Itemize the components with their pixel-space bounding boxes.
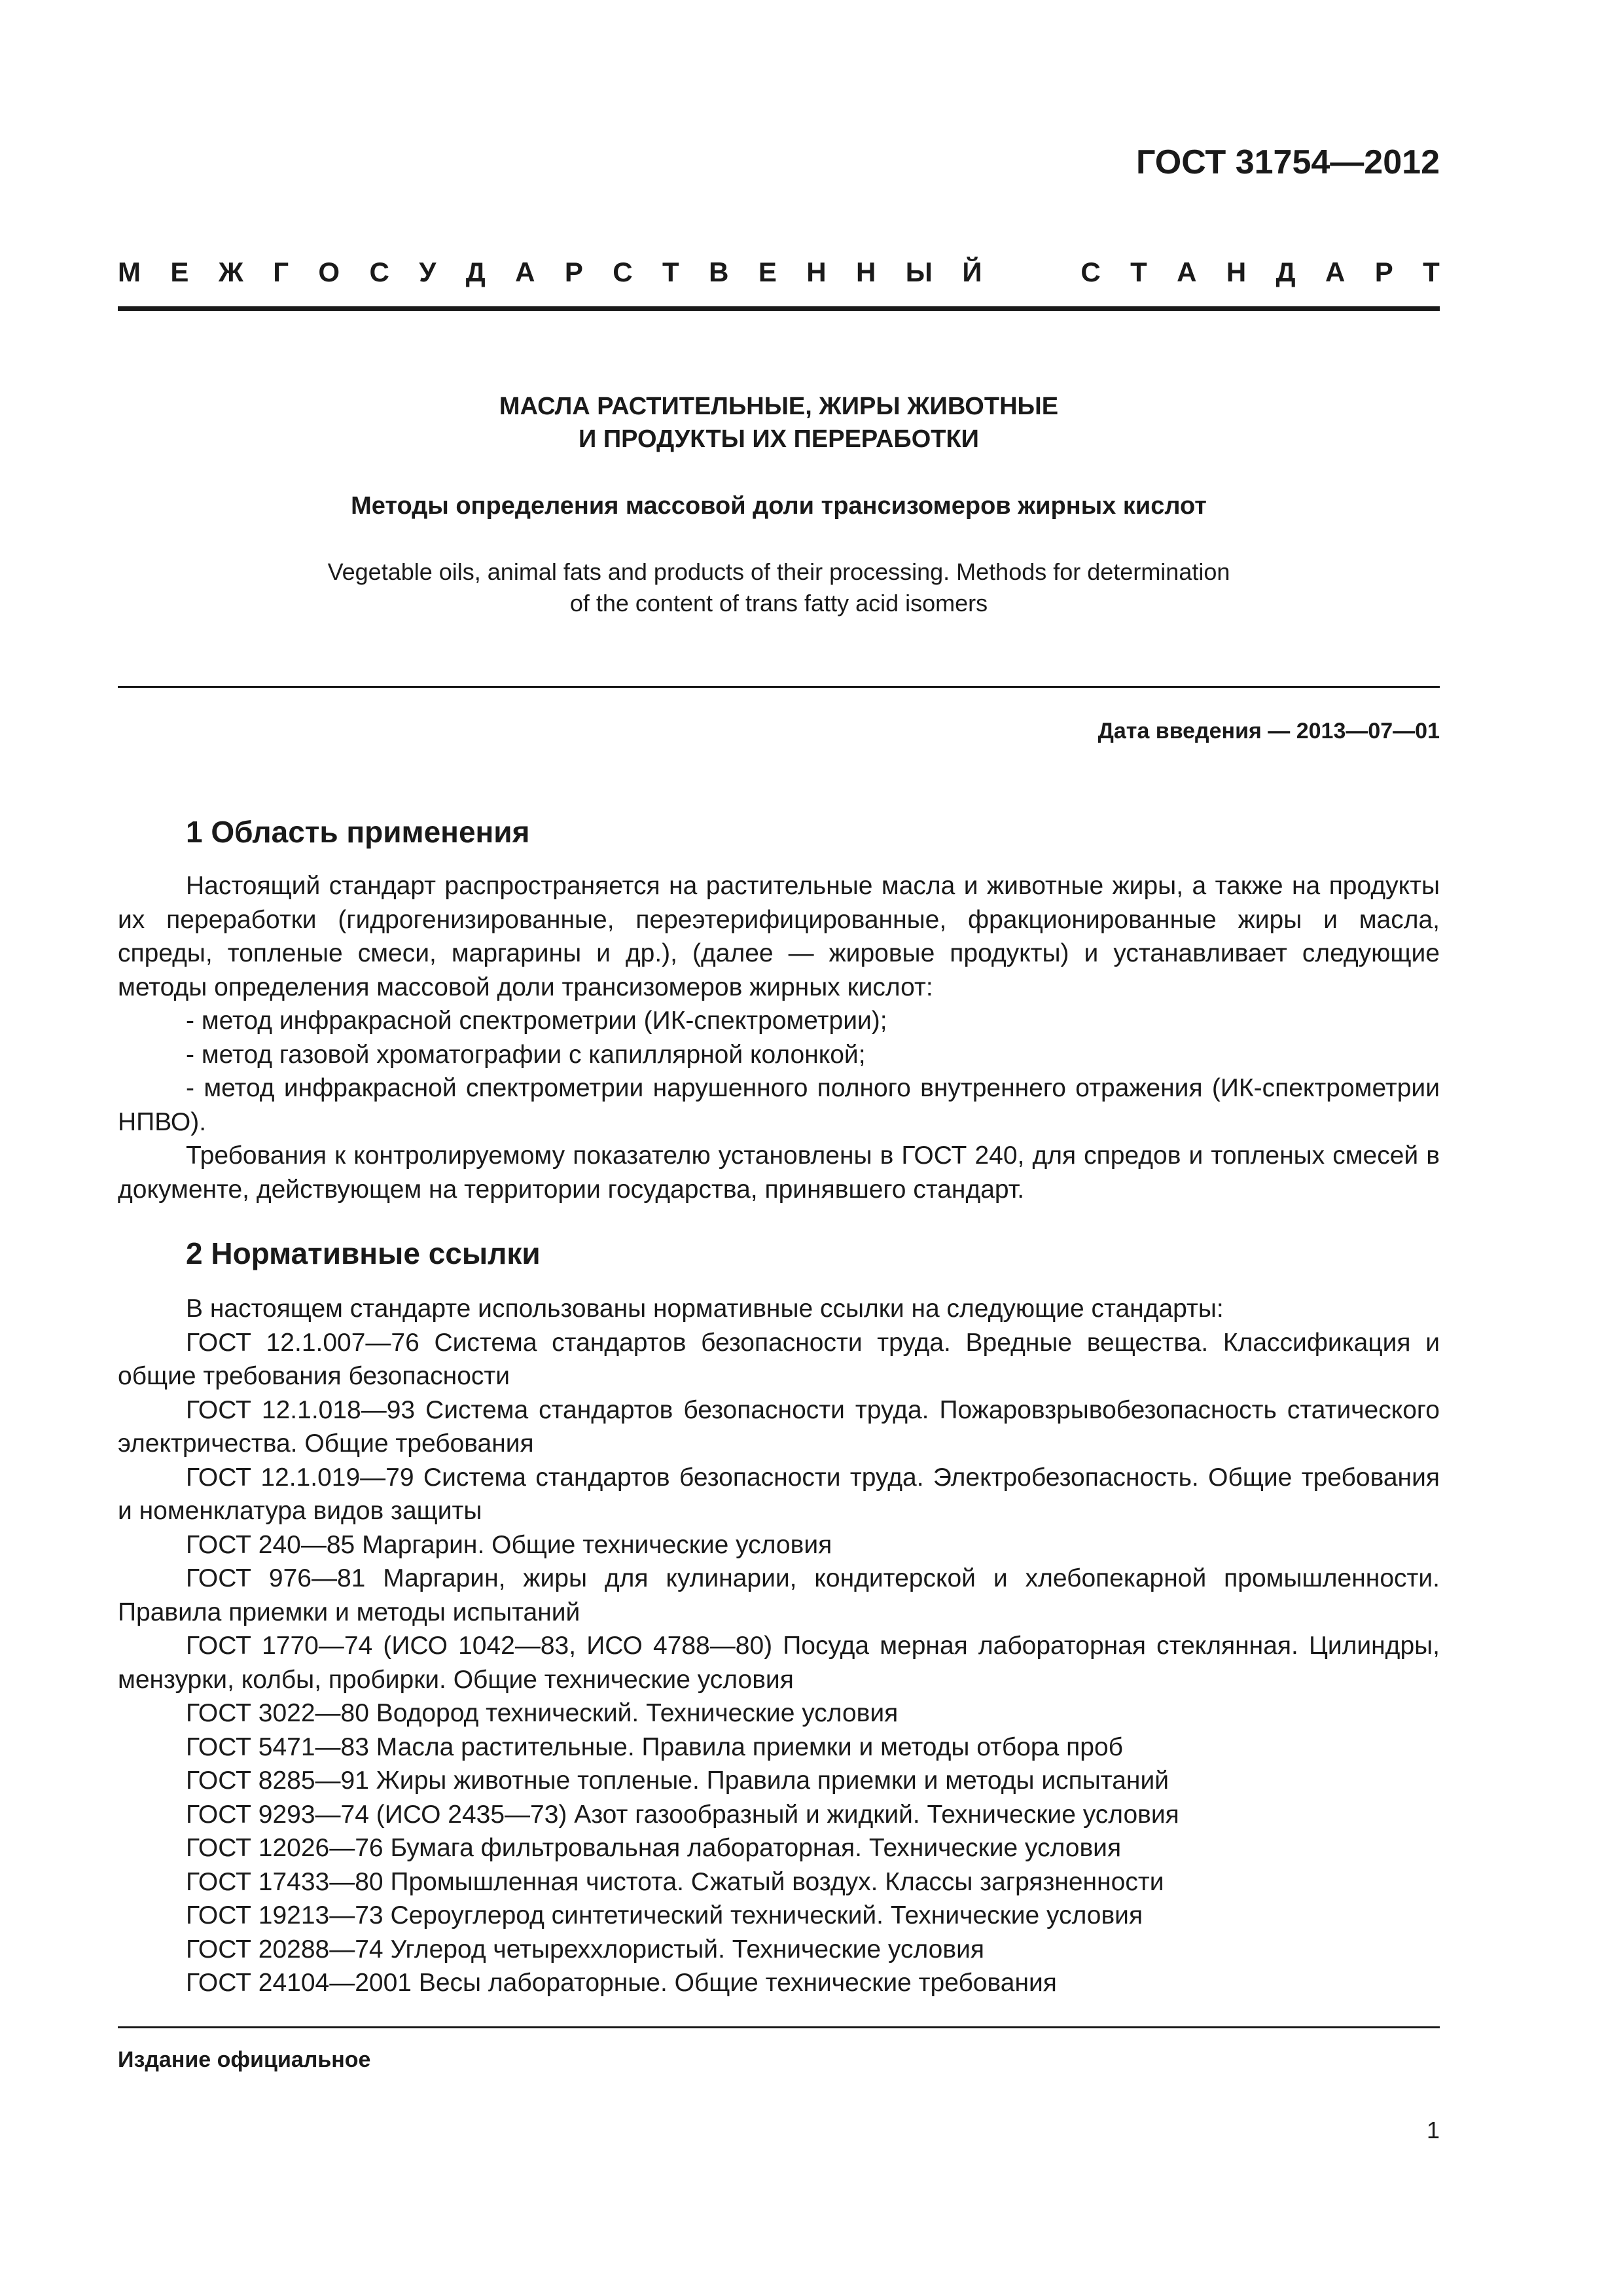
interstate-standard-banner — [118, 257, 1440, 288]
reference-item: ГОСТ 8285—91 Жиры животные топленые. Правила приемки и методы испытаний — [186, 1767, 1169, 1795]
banner-letter: В — [709, 257, 729, 287]
banner-letter: Т — [662, 257, 679, 287]
paragraph: Настоящий стандарт распространяется на растительные масла и животные жиры, а также на продукты их переработки (гидрогенизированные, переэтерифицированные, фракционированные жиры и масла, спреды, топленые смеси, маргарины и др.), (далее — жировые продукты) и устанавливает следующие методы определения массовой доли трансизомеров жирных кислот: — [118, 872, 1440, 1001]
page-number: 1 — [1426, 2117, 1440, 2144]
banner-letter: Ы — [905, 257, 933, 287]
banner-letter: Ж — [218, 257, 243, 287]
banner-letter: Н — [856, 257, 876, 287]
banner-letter: М — [118, 257, 141, 287]
official-edition-label: Издание официальное — [118, 2047, 371, 2072]
section-2-heading: 2 Нормативные ссылки — [186, 1236, 541, 1270]
english-title — [118, 556, 1440, 619]
banner-letter: Р — [564, 257, 583, 287]
banner-letter: Д — [465, 257, 486, 287]
section-1-body — [118, 869, 1440, 1206]
reference-item: ГОСТ 976—81 Маргарин, жиры для кулинарии, кондитерской и хлебопекарной промышленности. Правила приемки и методы испытаний — [118, 1564, 1440, 1626]
banner-letter: Й — [962, 257, 982, 287]
banner-letter: О — [318, 257, 340, 287]
banner-letter: У — [419, 257, 437, 287]
reference-item: ГОСТ 12.1.007—76 Система стандартов безопасности труда. Вредные вещества. Классификация и общие требования безопасности — [118, 1328, 1440, 1390]
banner-letter: А — [1325, 257, 1346, 287]
footer-rule — [118, 2026, 1440, 2028]
paragraph: - метод инфракрасной спектрометрии нарушенного полного внутреннего отражения (ИК-спектрометрии НПВО). — [118, 1074, 1440, 1136]
banner-letter: Т — [1423, 257, 1440, 287]
document-subtitle: Методы определения массовой доли трансизомеров жирных кислот — [351, 492, 1207, 520]
paragraph: - метод газовой хроматографии с капиллярной колонкой; — [186, 1040, 866, 1069]
banner-word-gap — [1012, 257, 1051, 288]
reference-item: ГОСТ 24104—2001 Весы лабораторные. Общие технические требования — [186, 1969, 1057, 1997]
banner-letter: Н — [1226, 257, 1247, 287]
reference-item: ГОСТ 240—85 Маргарин. Общие технические условия — [186, 1530, 832, 1559]
english-title-line-2: of the content of trans fatty acid isomers — [569, 590, 988, 617]
introduction-date: Дата введения — 2013—07—01 — [1097, 719, 1440, 744]
reference-item: ГОСТ 5471—83 Масла растительные. Правила приемки и методы отбора проб — [186, 1732, 1123, 1761]
banner-letter: Т — [1130, 257, 1147, 287]
document-title — [118, 390, 1440, 456]
section-1-heading: 1 Область применения — [186, 815, 530, 849]
banner-letter: С — [613, 257, 633, 287]
title-line-1: МАСЛА РАСТИТЕЛЬНЫЕ, ЖИРЫ ЖИВОТНЫЕ — [499, 393, 1059, 420]
reference-item: ГОСТ 9293—74 (ИСО 2435—73) Азот газообразный и жидкий. Технические условия — [186, 1800, 1179, 1829]
banner-letter: С — [369, 257, 389, 287]
paragraph: Требования к контролируемому показателю установлены в ГОСТ 240, для спредов и топленых смесей в документе, действующем на территории государства, принявшего стандарт. — [118, 1141, 1440, 1204]
paragraph: - метод инфракрасной спектрометрии (ИК-спектрометрии); — [186, 1007, 887, 1035]
banner-letter: А — [515, 257, 535, 287]
reference-item: ГОСТ 19213—73 Сероуглерод синтетический технический. Технические условия — [186, 1901, 1143, 1929]
document-number: ГОСТ 31754—2012 — [1136, 143, 1440, 181]
banner-letter: Е — [758, 257, 777, 287]
banner-letter: А — [1177, 257, 1197, 287]
banner-letter: Р — [1374, 257, 1393, 287]
header-rule — [118, 306, 1440, 311]
banner-letter: Г — [273, 257, 289, 287]
reference-item: ГОСТ 12.1.019—79 Система стандартов безопасности труда. Электробезопасность. Общие требования и номенклатура видов защиты — [118, 1463, 1440, 1525]
banner-letter: Д — [1275, 257, 1296, 287]
banner-letter: С — [1080, 257, 1101, 287]
reference-item: ГОСТ 1770—74 (ИСО 1042—83, ИСО 4788—80) Посуда мерная лабораторная стеклянная. Цилиндры, мензурки, колбы, пробирки. Общие технические условия — [118, 1632, 1440, 1694]
banner-letter: Н — [806, 257, 827, 287]
reference-item: ГОСТ 17433—80 Промышленная чистота. Сжатый воздух. Классы загрязненности — [186, 1867, 1164, 1896]
reference-item: ГОСТ 3022—80 Водород технический. Технические условия — [186, 1699, 899, 1727]
section-2-body — [118, 1292, 1440, 2000]
english-title-line-1: Vegetable oils, animal fats and products of their processing. Methods for determination — [327, 558, 1230, 585]
reference-item: ГОСТ 20288—74 Углерод четыреххлористый. Технические условия — [186, 1935, 984, 1964]
title-rule — [118, 686, 1440, 688]
paragraph: В настоящем стандарте использованы нормативные ссылки на следующие стандарты: — [186, 1295, 1224, 1323]
reference-item: ГОСТ 12026—76 Бумага фильтровальная лабораторная. Технические условия — [186, 1834, 1122, 1862]
reference-item: ГОСТ 12.1.018—93 Система стандартов безопасности труда. Пожаровзрывобезопасность статического электричества. Общие требования — [118, 1395, 1440, 1458]
banner-letter: Е — [170, 257, 189, 287]
title-line-2: И ПРОДУКТЫ ИХ ПЕРЕРАБОТКИ — [579, 425, 979, 453]
